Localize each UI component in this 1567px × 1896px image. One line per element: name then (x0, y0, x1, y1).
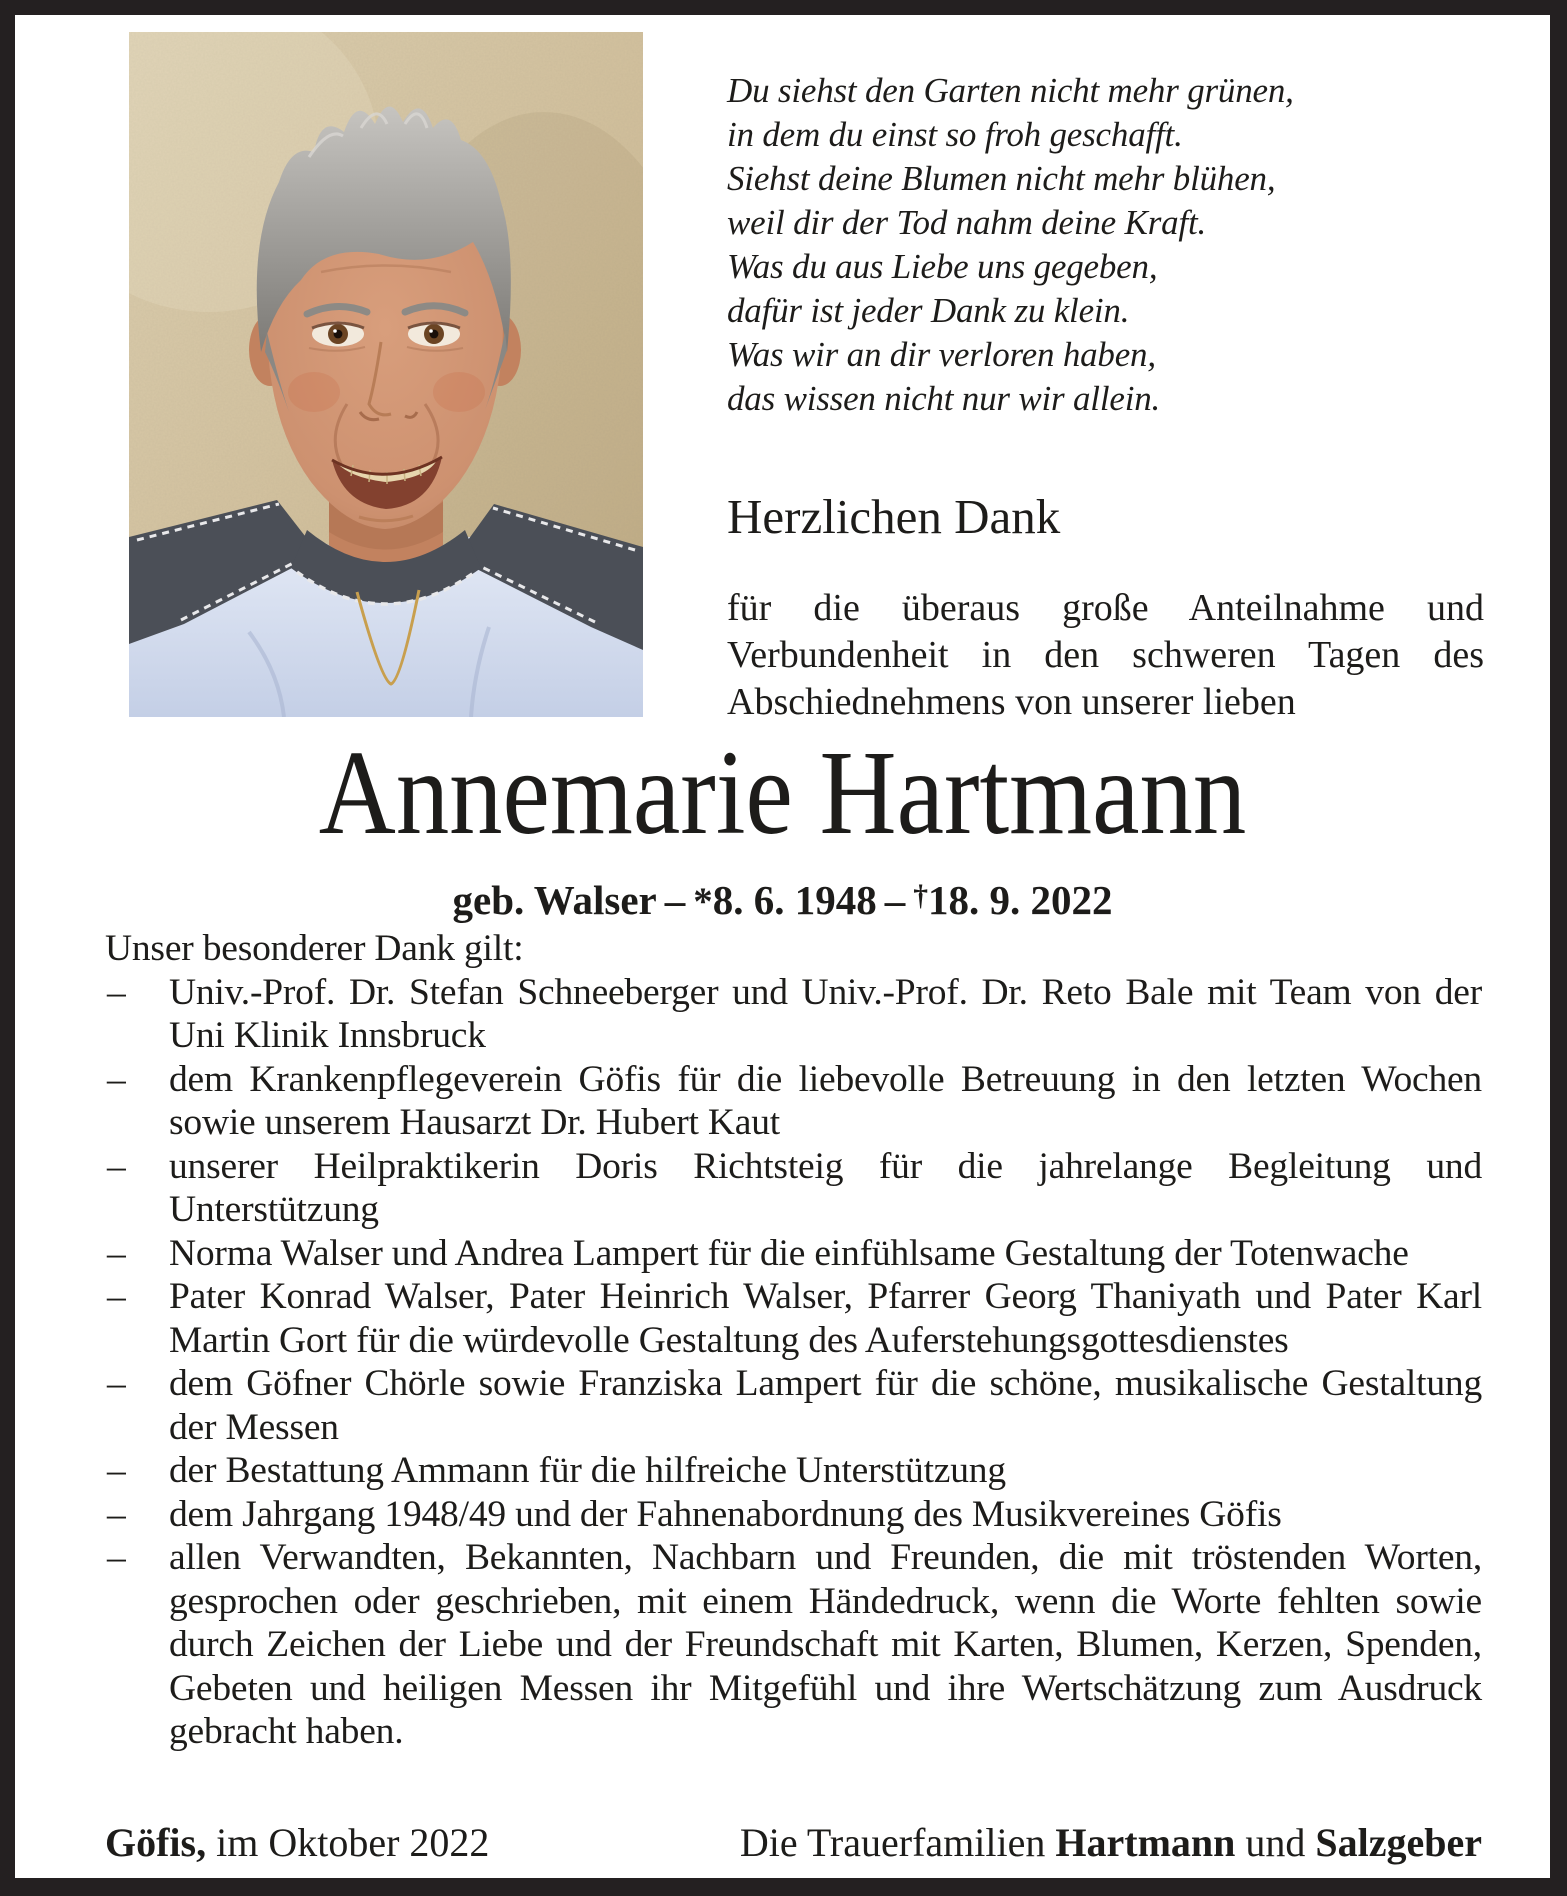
item-text: dem Jahrgang 1948/49 und der Fahnenabordnung des Musikvereines Göfis (169, 1493, 1282, 1535)
footer-families (740, 1819, 1482, 1867)
item-dash: – (107, 1493, 126, 1535)
footer (105, 1819, 1482, 1867)
dash-separator: – (664, 876, 686, 923)
item-text: Pater Konrad Walser, Pater Heinrich Walser, Pfarrer Georg Thaniyath und Pater Karl Martin Gort für die würdevolle Gestaltung des Auferstehungsgottesdienstes (169, 1276, 1482, 1361)
death-dagger-symbol: † (913, 880, 928, 912)
memorial-poem (727, 69, 1497, 421)
acknowledgement-item (105, 1536, 1482, 1754)
acknowledgement-item (105, 1275, 1482, 1362)
thanks-heading: Herzlichen Dank (727, 489, 1061, 544)
family-name-2: Salzgeber (1315, 1820, 1482, 1865)
poem-line: weil dir der Tod nahm deine Kraft. (727, 203, 1207, 242)
item-text: dem Göfner Chörle sowie Franziska Lampert für die schöne, musikalische Gestaltung der Messen (169, 1363, 1482, 1448)
deceased-name: Annemarie Hartmann (318, 726, 1247, 860)
birth-star-symbol: * (693, 879, 713, 923)
item-dash: – (107, 1363, 126, 1404)
item-dash: – (107, 1450, 126, 1491)
acknowledgement-item (105, 1058, 1482, 1145)
maiden-name: geb. Walser (452, 876, 657, 923)
footer-place-date (105, 1819, 489, 1867)
footer-place: Göfis, (105, 1820, 207, 1865)
acknowledgement-item (105, 971, 1482, 1058)
acknowledgements-intro: Unser besonderer Dank gilt: (105, 928, 524, 969)
item-text: Univ.-Prof. Dr. Stefan Schneeberger und Univ.-Prof. Dr. Reto Bale mit Team von der Uni Klinik Innsbruck (169, 971, 1482, 1056)
acknowledgement-item (105, 1362, 1482, 1449)
acknowledgement-item (105, 1145, 1482, 1232)
item-text: unserer Heilpraktikerin Doris Richtsteig für die jahrelange Begleitung und Unterstützung (169, 1145, 1482, 1230)
poem-line: Was du aus Liebe uns gegeben, (727, 247, 1158, 286)
dash-separator: – (884, 876, 906, 923)
acknowledgement-item (105, 1232, 1482, 1276)
item-dash: – (107, 1058, 126, 1100)
item-dash: – (107, 971, 126, 1013)
item-dash: – (107, 1276, 126, 1317)
family-name-1: Hartmann (1055, 1820, 1236, 1865)
poem-line: Siehst deine Blumen nicht mehr blühen, (727, 159, 1276, 198)
acknowledgements (105, 927, 1482, 1754)
item-text: dem Krankenpflegeverein Göfis für die liebevolle Betreuung in den letzten Wochen sowie unserem Hausarzt Dr. Hubert Kaut (169, 1058, 1482, 1143)
portrait-photo (129, 32, 643, 717)
poem-line: in dem du einst so froh geschafft. (727, 115, 1183, 154)
item-text: allen Verwandten, Bekannten, Nachbarn und Freunden, die mit tröstenden Worten, gesprochen oder geschrieben, mit einem Händedruck, wenn die Worte fehlten sowie durch Zeichen der Liebe und der Freundschaft mit Karten, Blumen, Kerzen, Spenden, Gebeten und heiligen Messen ihr Mitgefühl und ihre Wertschätzung zum Ausdruck gebracht haben. (169, 1537, 1482, 1752)
birth-date: 8. 6. 1948 (712, 876, 877, 923)
item-text: der Bestattung Ammann für die hilfreiche Unterstützung (169, 1450, 1006, 1491)
portrait-illustration (129, 32, 643, 717)
footer-date: im Oktober 2022 (216, 1820, 490, 1865)
families-prefix: Die Trauerfamilien (739, 1820, 1046, 1865)
poem-line: Was wir an dir verloren haben, (727, 335, 1156, 374)
item-text: Norma Walser und Andrea Lampert für die einfühlsame Gestaltung der Totenwache (169, 1232, 1409, 1274)
poem-line: das wissen nicht nur wir allein. (727, 379, 1161, 418)
acknowledgement-item (105, 1493, 1482, 1537)
families-connector: und (1245, 1820, 1306, 1865)
dates-line (15, 873, 1550, 925)
item-dash: – (107, 1232, 126, 1274)
poem-line: dafür ist jeder Dank zu klein. (727, 291, 1130, 330)
death-date: 18. 9. 2022 (927, 876, 1113, 923)
item-dash: – (107, 1537, 126, 1578)
item-dash: – (107, 1145, 126, 1187)
thanks-paragraph: für die überaus große Anteilnahme und Verbundenheit in den schweren Tagen des Abschiednehmens von unserer lieben (727, 587, 1484, 723)
poem-line: Du siehst den Garten nicht mehr grünen, (727, 71, 1294, 110)
acknowledgement-item (105, 1449, 1482, 1493)
